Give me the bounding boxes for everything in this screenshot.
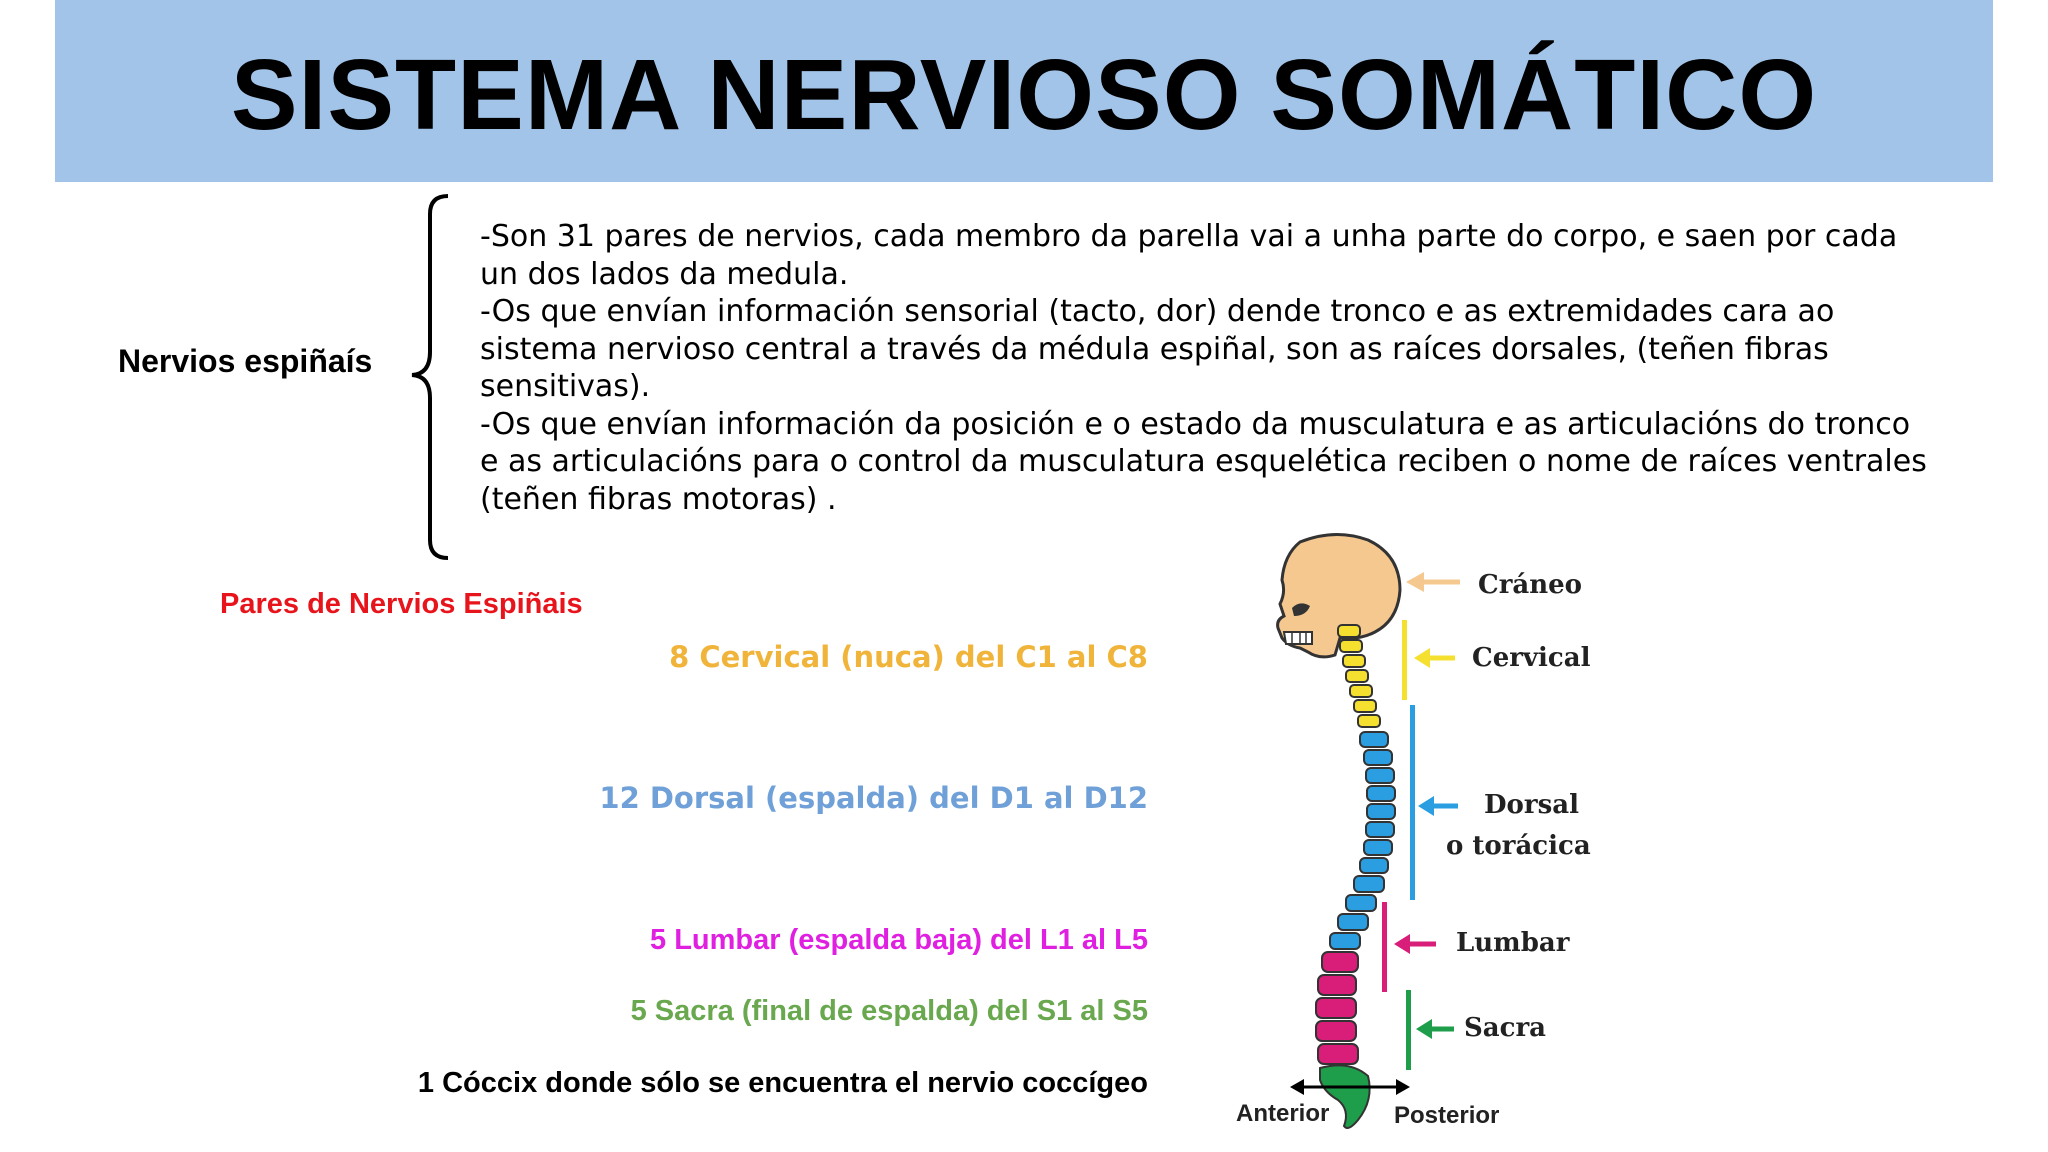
pair-lumbar: 5 Lumbar (espalda baja) del L1 al L5 (650, 924, 1148, 956)
dorsal-arrow-icon (1418, 796, 1458, 816)
lumbar-arrow-icon (1394, 934, 1436, 954)
pair-coccix: 1 Cóccix donde sólo se encuentra el nervio coccígeo (417, 1067, 1148, 1099)
label-anterior: Anterior (1236, 1100, 1330, 1127)
label-posterior: Posterior (1394, 1102, 1500, 1129)
paragraph-2: -Os que envían información sensorial (tacto, dor) dende tronco e as extremidades cara ao sistema nervioso central a través da médula espiñal, son as raíces dorsales, (teñen fibras sensitivas). (480, 294, 1835, 404)
craneo-arrow-icon (1406, 572, 1460, 592)
nerve-label: Nervios espiñaís (118, 343, 373, 379)
pair-sacra: 5 Sacra (final de espalda) del S1 al S5 (630, 995, 1148, 1027)
pairs-heading: Pares de Nervios Espiñais (220, 588, 583, 620)
label-dorsal: Dorsal (1484, 790, 1579, 820)
skull-icon (1278, 534, 1400, 656)
sacra-arrow-icon (1416, 1019, 1454, 1039)
label-craneo: Cráneo (1478, 570, 1583, 600)
sacra-bar (1406, 990, 1411, 1070)
pair-dorsal: 12 Dorsal (espalda) del D1 al D12 (599, 781, 1148, 815)
curly-brace (408, 192, 468, 562)
title-banner (55, 0, 1993, 182)
cervical-vertebrae (1338, 625, 1380, 727)
spine-diagram (1240, 520, 1640, 1140)
paragraph-1: -Son 31 pares de nervios, cada membro da parella vai a unha parte do corpo, e saen por cada un dos lados da medula. (480, 219, 1898, 292)
label-toracica: o torácica (1446, 831, 1591, 861)
label-lumbar: Lumbar (1456, 928, 1570, 958)
lumbar-bar (1382, 902, 1387, 992)
page-title: SISTEMA NERVIOSO SOMÁTICO (230, 39, 1818, 151)
dorsal-bar (1410, 705, 1415, 900)
label-sacra: Sacra (1464, 1013, 1546, 1043)
label-cervical: Cervical (1472, 643, 1591, 673)
pair-cervical: 8 Cervical (nuca) del C1 al C8 (669, 640, 1148, 674)
description-text (480, 218, 1930, 518)
cervical-arrow-icon (1414, 648, 1455, 668)
cervical-bar (1402, 620, 1407, 700)
lumbar-vertebrae (1316, 952, 1358, 1064)
paragraph-3: -Os que envían información da posición e o estado da musculatura e as articulacións do tronco e as articulacións para o control da musculatura esquelética reciben o nome de raíces ventrales (teñen fibras motoras) . (480, 406, 1927, 517)
